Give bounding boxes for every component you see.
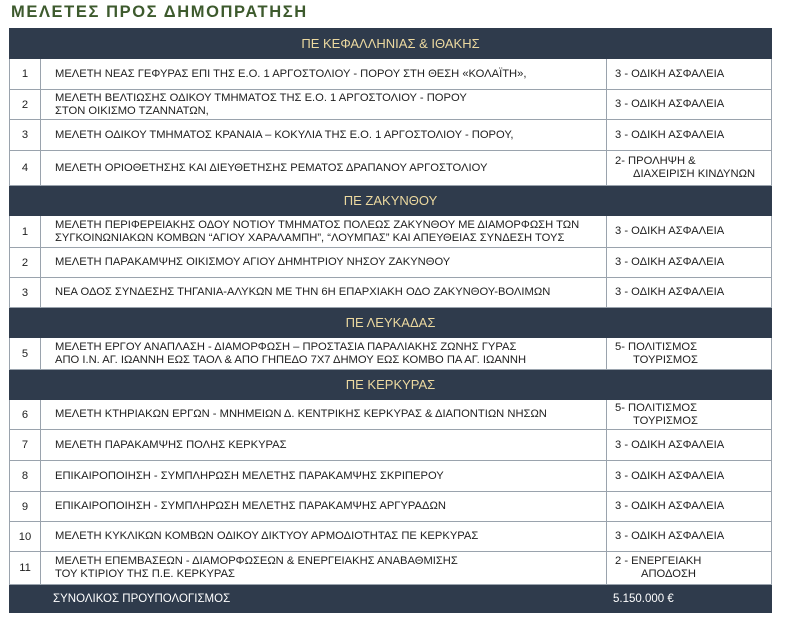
table-row [9,151,772,186]
row-category: 5- ΠΟΛΙΤΙΣΜΟΣ ΤΟΥΡΙΣΜΟΣ [615,401,698,427]
studies-table [9,28,772,613]
row-category: 5- ΠΟΛΙΤΙΣΜΟΣ ΤΟΥΡΙΣΜΟΣ [615,340,698,366]
row-description: ΜΕΛΕΤΗ ΠΑΡΑΚΑΜΨΗΣ ΟΙΚΙΣΜΟΥ ΑΓΙΟΥ ΔΗΜΗΤΡΙΟΥ ΝΗΣΟΥ ΖΑΚΥΝΘΟΥ [41,248,607,277]
row-number: 8 [10,461,41,491]
table-row [9,430,772,461]
row-description: ΜΕΛΕΤΗ ΚΤΗΡΙΑΚΩΝ ΕΡΓΩΝ - ΜΝΗΜΕΙΩΝ Δ. ΚΕΝΤΡΙΚΗΣ ΚΕΡΚΥΡΑΣ & ΔΙΑΠΟΝΤΙΩΝ ΝΗΣΩΝ [41,400,607,429]
table-row [9,248,772,278]
row-number: 9 [10,492,41,521]
row-category: 3 - ΟΔΙΚΗ ΑΣΦΑΛΕΙΑ [615,530,725,542]
row-description: ΜΕΛΕΤΗ ΚΥΚΛΙΚΩΝ ΚΟΜΒΩΝ ΟΔΙΚΟΥ ΔΙΚΤΥΟΥ ΑΡΜΟΔΙΟΤΗΤΑΣ ΠΕ ΚΕΡΚΥΡΑΣ [41,522,607,551]
row-number: 11 [10,552,41,584]
page-title: ΜΕΛΕΤΕΣ ΠΡΟΣ ΔΗΜΟΠΡΑΤΗΣΗ [11,3,308,21]
table-row [9,492,772,522]
row-category: 3 - ΟΔΙΚΗ ΑΣΦΑΛΕΙΑ [615,98,725,110]
row-category: 2- ΠΡΟΛΗΨΗ & ΔΙΑΧΕΙΡΙΣΗ ΚΙΝΔΥΝΩΝ [615,155,756,180]
row-number: 3 [10,120,41,150]
row-number: 3 [10,278,41,307]
row-description: ΕΠΙΚΑΙΡΟΠΟΙΗΣΗ - ΣΥΜΠΛΗΡΩΣΗ ΜΕΛΕΤΗΣ ΠΑΡΑΚΑΜΨΗΣ ΣΚΡΙΠΕΡΟΥ [41,461,607,491]
row-description: ΝΕΑ ΟΔΟΣ ΣΥΝΔΕΣΗΣ ΤΗΓΑΝΙΑ-ΑΛΥΚΩΝ ΜΕ ΤΗΝ 6Η ΕΠΑΡΧΙΑΚΗ ΟΔΟ ΖΑΚΥΝΘΟΥ-ΒΟΛΙΜΩΝ [41,278,607,307]
table-row [9,278,772,308]
row-number: 7 [10,430,41,460]
row-number: 4 [10,151,41,185]
row-description: ΜΕΛΕΤΗ ΟΡΙΟΘΕΤΗΣΗΣ ΚΑΙ ΔΙΕΥΘΕΤΗΣΗΣ ΡΕΜΑΤΟΣ ΔΡΑΠΑΝΟΥ ΑΡΓΟΣΤΟΛΙΟΥ [41,151,607,185]
row-number: 2 [10,90,41,119]
row-description: ΜΕΛΕΤΗ ΠΕΡΙΦΕΡΕΙΑΚΗΣ ΟΔΟΥ ΝΟΤΙΟΥ ΤΜΗΜΑΤΟΣ ΠΟΛΕΩΣ ΖΑΚΥΝΘΟΥ ΜΕ ΔΙΑΜΟΡΦΩΣΗ ΤΩΝ ΣΥΓΚΟΙΝΩΝΙΑΚΩΝ ΚΟΜΒΩΝ “ΑΓΙΟΥ ΧΑΡΑΛΑΜΠΗ”, “ΛΟΥΜΠΑΣ” ΚΑΙ ΑΠΕΥΘΕΙΑΣ ΣΥΝΔΕΣΗ ΤΟΥΣ [41,216,607,247]
table-row [9,522,772,552]
table-row [9,90,772,120]
table-row [9,59,772,90]
row-description: ΕΠΙΚΑΙΡΟΠΟΙΗΣΗ - ΣΥΜΠΛΗΡΩΣΗ ΜΕΛΕΤΗΣ ΠΑΡΑΚΑΜΨΗΣ ΑΡΓΥΡΑΔΩΝ [41,492,607,521]
row-category: 3 - ΟΔΙΚΗ ΑΣΦΑΛΕΙΑ [615,225,725,237]
table-row [9,216,772,248]
row-description: ΜΕΛΕΤΗ ΕΠΕΜΒΑΣΕΩΝ - ΔΙΑΜΟΡΦΩΣΕΩΝ & ΕΝΕΡΓΕΙΑΚΗΣ ΑΝΑΒΑΘΜΙΣΗΣ ΤΟΥ ΚΤΙΡΙΟΥ ΤΗΣ Π.Ε. ΚΕΡΚΥΡΑΣ [41,552,607,584]
row-category: 2 - ΕΝΕΡΓΕΙΑΚΗ ΑΠΟΔΟΣΗ [615,555,702,580]
row-description: ΜΕΛΕΤΗ ΒΕΛΤΙΩΣΗΣ ΟΔΙΚΟΥ ΤΜΗΜΑΤΟΣ ΤΗΣ Ε.Ο. 1 ΑΡΓΟΣΤΟΛΙΟΥ - ΠΟΡΟΥ ΣΤΟΝ ΟΙΚΙΣΜΟ ΤΖΑΝΝΑΤΩΝ, [41,90,607,119]
section-header: ΠΕ ΖΑΚΥΝΘΟΥ [9,186,772,216]
row-number: 1 [10,59,41,89]
total-label: ΣΥΝΟΛΙΚΟΣ ΠΡΟΥΠΟΛΟΓΙΣΜΟΣ [53,593,231,605]
section-header: ΠΕ ΛΕΥΚΑΔΑΣ [9,308,772,338]
table-row [9,338,772,370]
row-category: 3 - ΟΔΙΚΗ ΑΣΦΑΛΕΙΑ [615,256,725,268]
row-category: 3 - ΟΔΙΚΗ ΑΣΦΑΛΕΙΑ [615,469,725,482]
row-number: 1 [10,216,41,247]
row-description: ΜΕΛΕΤΗ ΝΕΑΣ ΓΕΦΥΡΑΣ ΕΠΙ ΤΗΣ Ε.Ο. 1 ΑΡΓΟΣΤΟΛΙΟΥ - ΠΟΡΟΥ ΣΤΗ ΘΕΣΗ «ΚΟΛΑΪΤΗ», [41,59,607,89]
row-description: ΜΕΛΕΤΗ ΕΡΓΟΥ ΑΝΑΠΛΑΣΗ - ΔΙΑΜΟΡΦΩΣΗ – ΠΡΟΣΤΑΣΙΑ ΠΑΡΑΛΙΑΚΗΣ ΖΩΝΗΣ ΓΥΡΑΣ ΑΠΟ Ι.Ν. ΑΓ. ΙΩΑΝΝΗ ΕΩΣ ΤΑΟΛ & ΑΠΟ ΓΗΠΕΔΟ 7Χ7 ΔΗΜΟΥ ΕΩΣ ΚΟΜΒΟ ΠΑ ΑΓ. ΙΩΑΝΝΗ [41,338,607,369]
row-description: ΜΕΛΕΤΗ ΟΔΙΚΟΥ ΤΜΗΜΑΤΟΣ ΚΡΑΝΑΙΑ – ΚΟΚΥΛΙΑ ΤΗΣ Ε.Ο. 1 ΑΡΓΟΣΤΟΛΙΟΥ - ΠΟΡΟΥ, [41,120,607,150]
section-header: ΠΕ ΚΕΦΑΛΛΗΝΙΑΣ & ΙΘΑΚΗΣ [9,28,772,59]
row-category: 3 - ΟΔΙΚΗ ΑΣΦΑΛΕΙΑ [615,67,725,80]
table-row [9,120,772,151]
row-category: 3 - ΟΔΙΚΗ ΑΣΦΑΛΕΙΑ [615,128,725,141]
row-category: 3 - ΟΔΙΚΗ ΑΣΦΑΛΕΙΑ [615,500,725,512]
row-number: 2 [10,248,41,277]
section-header: ΠΕ ΚΕΡΚΥΡΑΣ [9,370,772,400]
row-description: ΜΕΛΕΤΗ ΠΑΡΑΚΑΜΨΗΣ ΠΟΛΗΣ ΚΕΡΚΥΡΑΣ [41,430,607,460]
table-row [9,552,772,585]
total-value: 5.150.000 € [613,593,674,605]
row-category: 3 - ΟΔΙΚΗ ΑΣΦΑΛΕΙΑ [615,438,725,451]
row-number: 5 [10,338,41,369]
total-row [9,585,772,613]
row-number: 10 [10,522,41,551]
row-category: 3 - ΟΔΙΚΗ ΑΣΦΑΛΕΙΑ [615,286,725,298]
table-row [9,461,772,492]
table-row [9,400,772,430]
row-number: 6 [10,400,41,429]
